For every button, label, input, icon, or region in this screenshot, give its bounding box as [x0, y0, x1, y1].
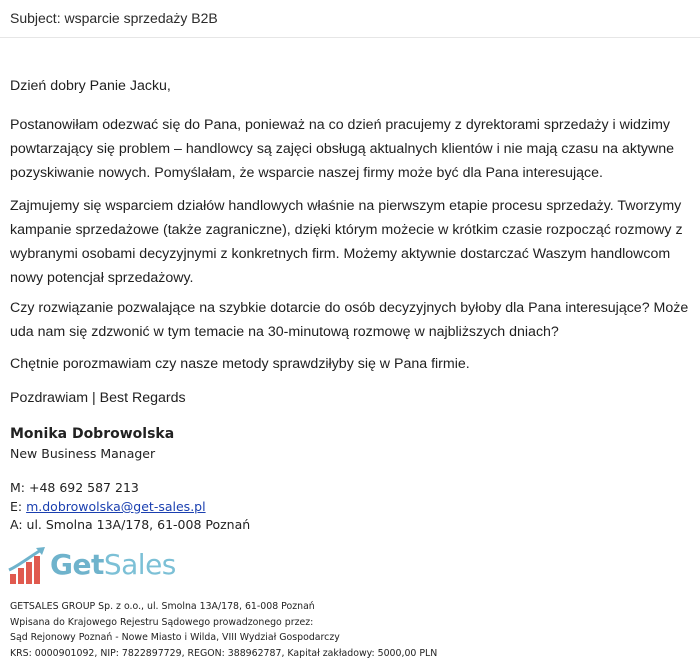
- signature-title: New Business Manager: [10, 446, 155, 461]
- email-paragraph-1: Postanowiłam odezwać się do Pana, ponieważ na co dzień pracujemy z dyrektorami sprzedaży i widzimy powtarzający się problem – handlowcy są zajęci obsługą aktualnych klientów i nie mają czasu na aktywne pozyskiwanie nowych. Pomyślałam, że wsparcie naszej firmy może być dla Pana interesujące.: [10, 113, 695, 185]
- signature-address: A: ul. Smolna 13A/178, 61-008 Poznań: [10, 517, 250, 532]
- email-subject: Subject: wsparcie sprzedaży B2B: [10, 10, 218, 26]
- signature-email-prefix: E:: [10, 499, 26, 514]
- email-footer: [10, 599, 437, 661]
- logo-bar-1: [10, 574, 16, 584]
- email-paragraph-4: Chętnie porozmawiam czy nasze metody sprawdziłyby się w Pana firmie.: [10, 352, 695, 376]
- email-subject-bar: [0, 0, 700, 38]
- footer-line-court: Sąd Rejonowy Poznań - Nowe Miasto i Wilda, VIII Wydział Gospodarczy: [10, 630, 437, 646]
- email-closing: Pozdrawiam | Best Regards: [10, 390, 186, 406]
- getsales-logo: [8, 544, 184, 588]
- logo-bar-3: [26, 562, 32, 584]
- logo-wordmark: [50, 548, 176, 581]
- chart-arrow-icon: [8, 546, 48, 586]
- email-greeting: Dzień dobry Panie Jacku,: [10, 78, 171, 94]
- footer-line-ids: KRS: 0000901092, NIP: 7822897729, REGON: 388962787, Kapitał zakładowy: 5000,00 PLN: [10, 646, 437, 661]
- logo-bar-4: [34, 556, 40, 584]
- signature-phone: M: +48 692 587 213: [10, 480, 139, 495]
- footer-line-company: GETSALES GROUP Sp. z o.o., ul. Smolna 13A/178, 61-008 Poznań: [10, 599, 437, 615]
- signature-email-link[interactable]: m.dobrowolska@get-sales.pl: [26, 499, 205, 514]
- footer-line-registry: Wpisana do Krajowego Rejestru Sądowego prowadzonego przez:: [10, 615, 437, 631]
- logo-text-sales: Sales: [104, 548, 176, 581]
- email-paragraph-2: Zajmujemy się wsparciem działów handlowych właśnie na pierwszym etapie procesu sprzedaży. Tworzymy kampanie sprzedażowe (także zagraniczne), dzięki którym możecie w krótkim czasie rozpocząć rozmowy z wybranymi osobami decyzyjnymi z konkretnych firm. Możemy aktywnie dostarczać Waszym handlowcom nowy potencjał sprzedażowy.: [10, 194, 695, 290]
- signature-email-line: [10, 499, 206, 514]
- logo-bar-2: [18, 568, 24, 584]
- logo-text-get: Get: [50, 548, 104, 581]
- email-paragraph-3: Czy rozwiązanie pozwalające na szybkie dotarcie do osób decyzyjnych byłoby dla Pana interesujące? Może uda nam się zdzwonić w tym temacie na 30-minutową rozmowę w najbliższych dniach?: [10, 296, 695, 344]
- signature-name: Monika Dobrowolska: [10, 426, 174, 442]
